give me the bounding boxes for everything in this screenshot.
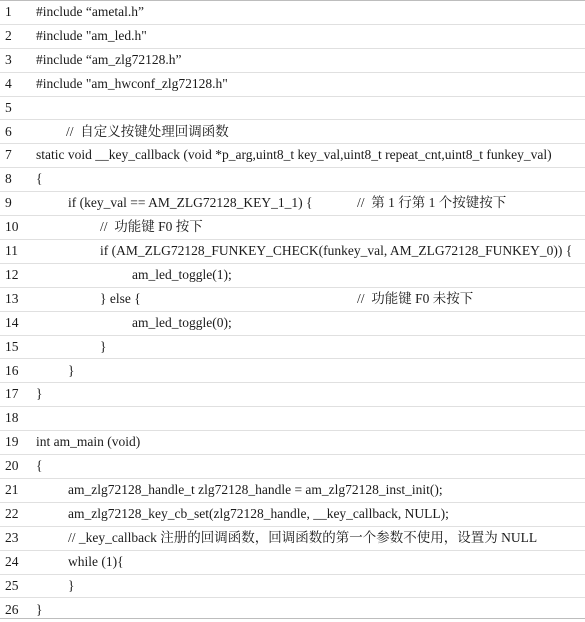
code-line bbox=[0, 288, 585, 312]
code-line bbox=[0, 599, 585, 622]
line-number: 5 bbox=[5, 100, 12, 116]
code-text: am_zlg72128_key_cb_set(zlg72128_handle, __key_callback, NULL); bbox=[68, 506, 449, 522]
code-text: if (key_val == AM_ZLG72128_KEY_1_1) { bbox=[68, 195, 312, 211]
code-line bbox=[0, 25, 585, 49]
line-number: 11 bbox=[5, 243, 18, 259]
code-text: { bbox=[36, 171, 42, 187]
code-text: } bbox=[68, 363, 74, 379]
line-number: 19 bbox=[5, 434, 19, 450]
code-text: while (1){ bbox=[68, 554, 124, 570]
line-number: 16 bbox=[5, 363, 19, 379]
code-line bbox=[0, 144, 585, 168]
code-line bbox=[0, 192, 585, 216]
code-line bbox=[0, 503, 585, 527]
line-number: 18 bbox=[5, 410, 19, 426]
line-number: 2 bbox=[5, 28, 12, 44]
code-line bbox=[0, 455, 585, 479]
code-line bbox=[0, 336, 585, 360]
code-text: am_led_toggle(0); bbox=[132, 315, 232, 331]
code-comment: // _key_callback 注册的回调函数，回调函数的第一个参数不使用，设置为 NULL bbox=[68, 530, 537, 546]
code-line bbox=[0, 1, 585, 25]
code-line bbox=[0, 527, 585, 551]
line-number: 6 bbox=[5, 124, 12, 140]
code-line bbox=[0, 240, 585, 264]
line-number: 1 bbox=[5, 4, 12, 20]
line-number: 3 bbox=[5, 52, 12, 68]
line-number: 25 bbox=[5, 578, 19, 594]
code-text: } bbox=[36, 602, 42, 618]
code-line bbox=[0, 49, 585, 73]
code-text: if (AM_ZLG72128_FUNKEY_CHECK(funkey_val, AM_ZLG72128_FUNKEY_0)) { bbox=[100, 243, 572, 259]
line-number: 4 bbox=[5, 76, 12, 92]
line-number: 22 bbox=[5, 506, 19, 522]
line-number: 14 bbox=[5, 315, 19, 331]
code-line bbox=[0, 551, 585, 575]
code-text: static void __key_callback (void *p_arg,uint8_t key_val,uint8_t repeat_cnt,uint8_t funkey_val) bbox=[36, 147, 552, 163]
code-line bbox=[0, 312, 585, 336]
code-line bbox=[0, 73, 585, 97]
code-line bbox=[0, 264, 585, 288]
code-text: int am_main (void) bbox=[36, 434, 140, 450]
code-line bbox=[0, 383, 585, 407]
code-text: } bbox=[68, 578, 74, 594]
line-number: 21 bbox=[5, 482, 19, 498]
code-line bbox=[0, 360, 585, 384]
code-line bbox=[0, 216, 585, 240]
code-text: #include "am_led.h" bbox=[36, 28, 147, 44]
line-number: 12 bbox=[5, 267, 19, 283]
line-number: 24 bbox=[5, 554, 19, 570]
code-text: { bbox=[36, 458, 42, 474]
line-number: 13 bbox=[5, 291, 19, 307]
code-text: } bbox=[100, 339, 106, 355]
line-number: 10 bbox=[5, 219, 19, 235]
code-text: } else { bbox=[100, 291, 141, 307]
code-line bbox=[0, 168, 585, 192]
code-comment: // 功能键 F0 按下 bbox=[100, 219, 203, 235]
code-text: } bbox=[36, 386, 42, 402]
code-comment: // 第 1 行第 1 个按键按下 bbox=[357, 195, 506, 211]
line-number: 7 bbox=[5, 147, 12, 163]
code-line bbox=[0, 575, 585, 599]
code-line bbox=[0, 407, 585, 431]
code-text: am_zlg72128_handle_t zlg72128_handle = am_zlg72128_inst_init(); bbox=[68, 482, 443, 498]
line-number: 17 bbox=[5, 386, 19, 402]
line-number: 9 bbox=[5, 195, 12, 211]
line-number: 8 bbox=[5, 171, 12, 187]
code-text: am_led_toggle(1); bbox=[132, 267, 232, 283]
code-text: #include “ametal.h” bbox=[36, 4, 144, 20]
code-comment: // 功能键 F0 未按下 bbox=[357, 291, 473, 307]
line-number: 20 bbox=[5, 458, 19, 474]
code-line bbox=[0, 121, 585, 145]
code-comment: // 自定义按键处理回调函数 bbox=[66, 124, 229, 140]
code-text: #include “am_zlg72128.h” bbox=[36, 52, 181, 68]
line-number: 26 bbox=[5, 602, 19, 618]
code-line bbox=[0, 97, 585, 121]
code-line bbox=[0, 479, 585, 503]
code-text: #include "am_hwconf_zlg72128.h" bbox=[36, 76, 228, 92]
line-number: 23 bbox=[5, 530, 19, 546]
line-number: 15 bbox=[5, 339, 19, 355]
code-line bbox=[0, 431, 585, 455]
